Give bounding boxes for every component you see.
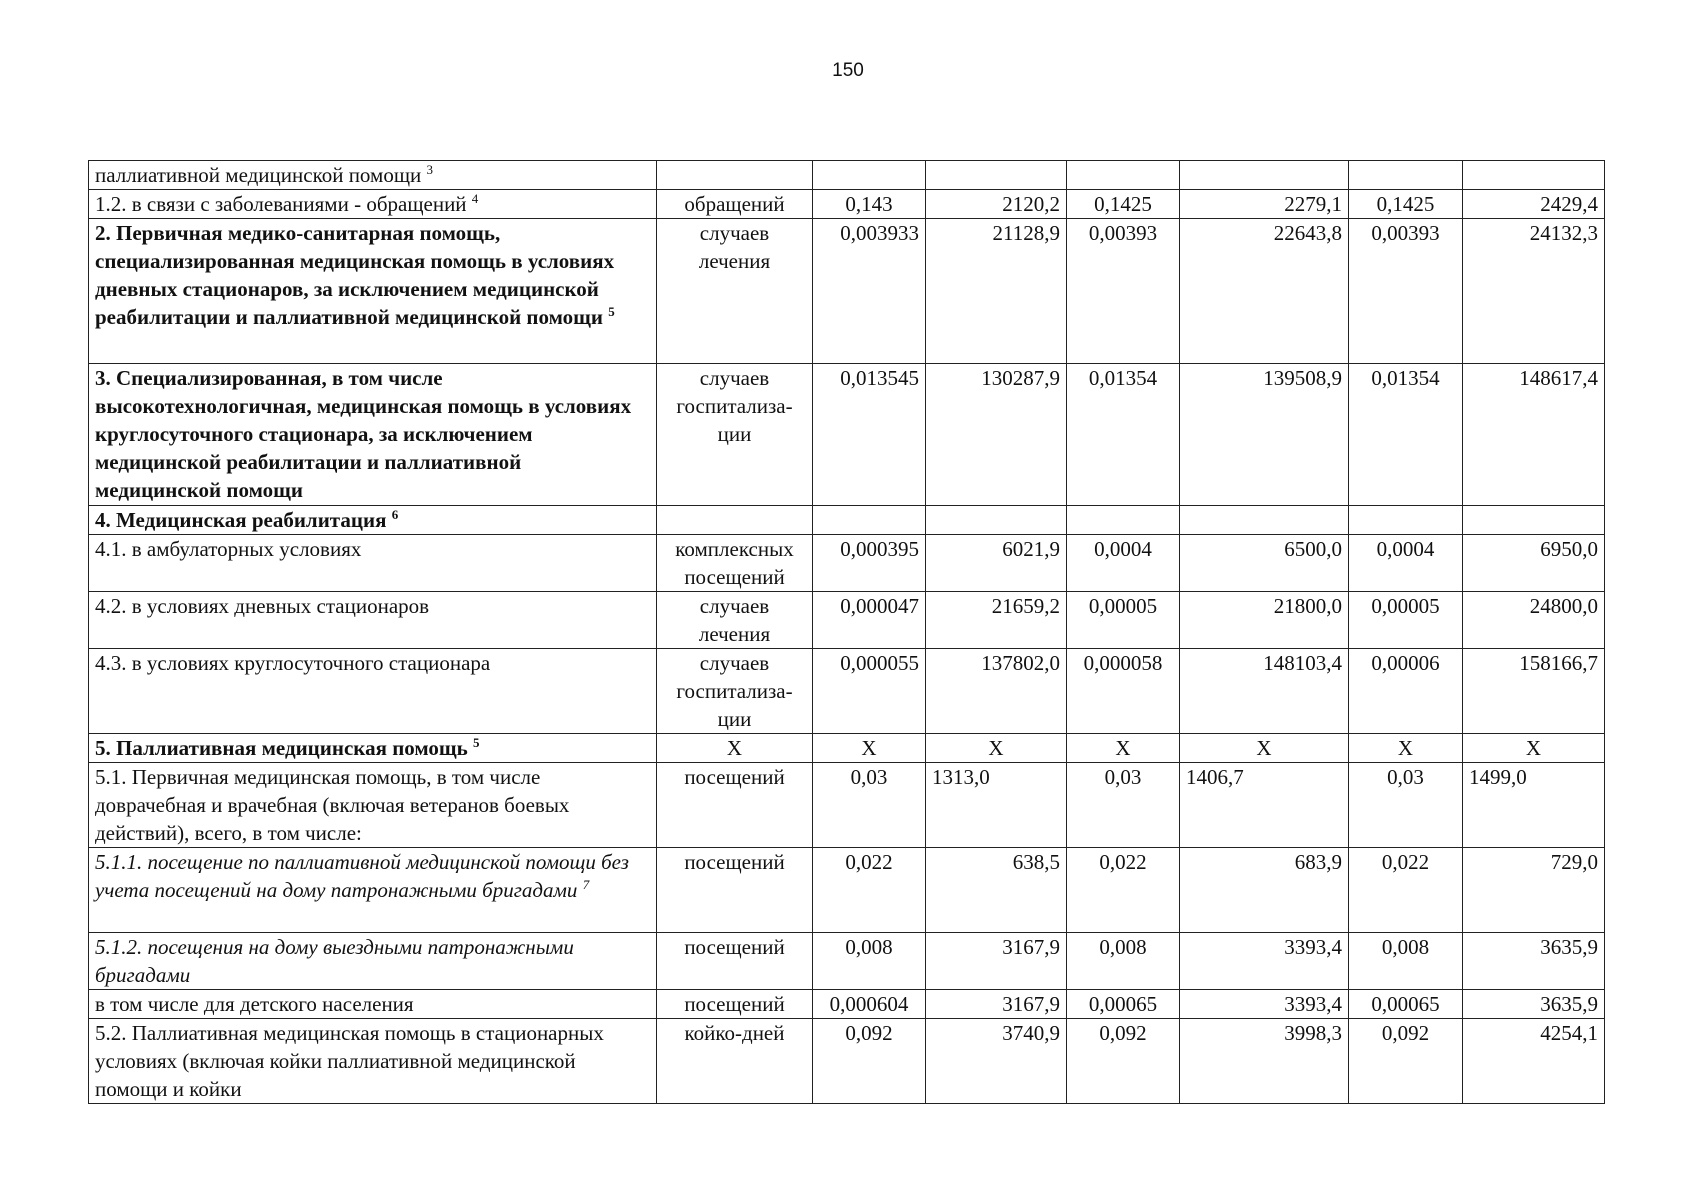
- cost-cell: 683,9: [1180, 848, 1349, 933]
- cost-cell: 137802,0: [926, 649, 1067, 734]
- cost-cell: 3393,4: [1180, 933, 1349, 990]
- table-row: [89, 734, 1605, 763]
- cost-cell: 21128,9: [926, 219, 1067, 364]
- cost-cell: 1499,0: [1463, 763, 1605, 848]
- rate-cell: 0,000047: [813, 592, 926, 649]
- norms-table: [88, 160, 1605, 1104]
- rate-cell: [1349, 161, 1463, 190]
- indicator-name-cell: [89, 1019, 657, 1104]
- rate-cell: 0,03: [1067, 763, 1180, 848]
- table-row: [89, 990, 1605, 1019]
- indicator-name-cell: [89, 364, 657, 506]
- unit-cell: случаев лечения: [657, 219, 813, 364]
- rate-cell: [1067, 161, 1180, 190]
- rate-cell: 0,00005: [1349, 592, 1463, 649]
- unit-cell: посещений: [657, 990, 813, 1019]
- indicator-name-cell: [89, 190, 657, 219]
- cost-cell: [926, 161, 1067, 190]
- cost-cell: 3740,9: [926, 1019, 1067, 1104]
- cost-cell: Х: [1180, 734, 1349, 763]
- indicator-name-cell: [89, 506, 657, 535]
- indicator-name: 4. Медицинская реабилитация: [95, 508, 387, 532]
- rate-cell: 0,00393: [1067, 219, 1180, 364]
- rate-cell: 0,1425: [1349, 190, 1463, 219]
- cost-cell: 6500,0: [1180, 535, 1349, 592]
- rate-cell: 0,013545: [813, 364, 926, 506]
- unit-cell: посещений: [657, 933, 813, 990]
- rate-cell: 0,092: [813, 1019, 926, 1104]
- cost-cell: 4254,1: [1463, 1019, 1605, 1104]
- cost-cell: 21659,2: [926, 592, 1067, 649]
- rate-cell: 0,008: [1067, 933, 1180, 990]
- indicator-name: 5.1.1. посещение по паллиативной медицинской помощи без учета посещений на дому патронажными бригадами: [95, 850, 629, 902]
- footnote-ref: 5: [473, 735, 480, 750]
- table-row: [89, 364, 1605, 506]
- indicator-name-cell: [89, 933, 657, 990]
- cost-cell: 148103,4: [1180, 649, 1349, 734]
- cost-cell: 1313,0: [926, 763, 1067, 848]
- cost-cell: 3167,9: [926, 990, 1067, 1019]
- rate-cell: 0,03: [1349, 763, 1463, 848]
- footnote-ref: 4: [471, 191, 479, 206]
- footnote-ref: 3: [426, 162, 433, 177]
- rate-cell: 0,003933: [813, 219, 926, 364]
- indicator-name: в том числе для детского населения: [95, 992, 414, 1016]
- rate-cell: [813, 161, 926, 190]
- rate-cell: 0,03: [813, 763, 926, 848]
- indicator-name: 2. Первичная медико-санитарная помощь, специализированная медицинская помощь в условиях дневных стационаров, за исключением медицинской реабилитации и паллиативной медицинской помощи: [95, 221, 615, 329]
- cost-cell: 139508,9: [1180, 364, 1349, 506]
- footnote-ref: 6: [391, 507, 399, 522]
- cost-cell: 158166,7: [1463, 649, 1605, 734]
- page-number: 150: [832, 60, 864, 81]
- indicator-name: 3. Специализированная, в том числе высокотехнологичная, медицинская помощь в условиях круглосуточного стационара, за исключением медицинской реабилитации и паллиативной медицинской помощи: [95, 366, 632, 502]
- indicator-name-cell: [89, 649, 657, 734]
- cost-cell: [1463, 161, 1605, 190]
- table-row: [89, 161, 1605, 190]
- table-row: [89, 219, 1605, 364]
- table-row: [89, 933, 1605, 990]
- rate-cell: [1349, 506, 1463, 535]
- footnote-ref: 7: [582, 877, 590, 892]
- rate-cell: 0,00065: [1349, 990, 1463, 1019]
- unit-cell: посещений: [657, 848, 813, 933]
- cost-cell: 24800,0: [1463, 592, 1605, 649]
- rate-cell: 0,000055: [813, 649, 926, 734]
- rate-cell: 0,000395: [813, 535, 926, 592]
- unit-cell: [657, 161, 813, 190]
- cost-cell: 2279,1: [1180, 190, 1349, 219]
- unit-cell: случаев госпитализа-ции: [657, 364, 813, 506]
- cost-cell: 2120,2: [926, 190, 1067, 219]
- rate-cell: 0,008: [813, 933, 926, 990]
- cost-cell: 24132,3: [1463, 219, 1605, 364]
- cost-cell: 21800,0: [1180, 592, 1349, 649]
- cost-cell: 22643,8: [1180, 219, 1349, 364]
- rate-cell: 0,143: [813, 190, 926, 219]
- indicator-name-cell: [89, 219, 657, 364]
- table-row: [89, 592, 1605, 649]
- footnote-ref: 5: [608, 304, 615, 319]
- indicator-name: 4.2. в условиях дневных стационаров: [95, 594, 430, 618]
- cost-cell: [1463, 506, 1605, 535]
- indicator-name-cell: [89, 734, 657, 763]
- rate-cell: 0,092: [1067, 1019, 1180, 1104]
- rate-cell: 0,000058: [1067, 649, 1180, 734]
- cost-cell: 130287,9: [926, 364, 1067, 506]
- table-row: [89, 535, 1605, 592]
- cost-cell: 3167,9: [926, 933, 1067, 990]
- indicator-name: паллиативной медицинской помощи: [95, 163, 422, 187]
- cost-cell: [1180, 506, 1349, 535]
- table-row: [89, 649, 1605, 734]
- rate-cell: [813, 506, 926, 535]
- rate-cell: 0,01354: [1067, 364, 1180, 506]
- unit-cell: случаев госпитализа-ции: [657, 649, 813, 734]
- rate-cell: 0,092: [1349, 1019, 1463, 1104]
- rate-cell: 0,022: [813, 848, 926, 933]
- unit-cell: Х: [657, 734, 813, 763]
- indicator-name: 4.1. в амбулаторных условиях: [95, 537, 362, 561]
- table-row: [89, 190, 1605, 219]
- indicator-name-cell: [89, 535, 657, 592]
- indicator-name-cell: [89, 990, 657, 1019]
- indicator-name: 5.1.2. посещения на дому выездными патронажными бригадами: [95, 935, 574, 987]
- rate-cell: 0,00065: [1067, 990, 1180, 1019]
- cost-cell: 3998,3: [1180, 1019, 1349, 1104]
- rate-cell: Х: [813, 734, 926, 763]
- rate-cell: 0,008: [1349, 933, 1463, 990]
- cost-cell: 6950,0: [1463, 535, 1605, 592]
- unit-cell: случаев лечения: [657, 592, 813, 649]
- indicator-name: 4.3. в условиях круглосуточного стационара: [95, 651, 491, 675]
- indicator-name-cell: [89, 763, 657, 848]
- table-row: [89, 506, 1605, 535]
- unit-cell: комплексных посещений: [657, 535, 813, 592]
- indicator-name-cell: [89, 161, 657, 190]
- cost-cell: 3393,4: [1180, 990, 1349, 1019]
- table-row: [89, 1019, 1605, 1104]
- rate-cell: 0,00005: [1067, 592, 1180, 649]
- rate-cell: 0,0004: [1067, 535, 1180, 592]
- indicator-name: 5.1. Первичная медицинская помощь, в том числе доврачебная и врачебная (включая ветеранов боевых действий), всего, в том числе:: [95, 765, 570, 845]
- rate-cell: 0,1425: [1067, 190, 1180, 219]
- cost-cell: [1180, 161, 1349, 190]
- cost-cell: 1406,7: [1180, 763, 1349, 848]
- unit-cell: койко-дней: [657, 1019, 813, 1104]
- indicator-name-cell: [89, 592, 657, 649]
- indicator-name: 5.2. Паллиативная медицинская помощь в стационарных условиях (включая койки паллиативной медицинской помощи и койки: [95, 1021, 604, 1101]
- rate-cell: 0,022: [1067, 848, 1180, 933]
- cost-cell: Х: [1463, 734, 1605, 763]
- unit-cell: [657, 506, 813, 535]
- indicator-name-cell: [89, 848, 657, 933]
- rate-cell: 0,022: [1349, 848, 1463, 933]
- rate-cell: [1067, 506, 1180, 535]
- unit-cell: обращений: [657, 190, 813, 219]
- cost-cell: [926, 506, 1067, 535]
- cost-cell: 3635,9: [1463, 990, 1605, 1019]
- cost-cell: 2429,4: [1463, 190, 1605, 219]
- table-row: [89, 763, 1605, 848]
- rate-cell: 0,000604: [813, 990, 926, 1019]
- rate-cell: 0,01354: [1349, 364, 1463, 506]
- indicator-name: 5. Паллиативная медицинская помощь: [95, 736, 468, 760]
- cost-cell: Х: [926, 734, 1067, 763]
- rate-cell: Х: [1349, 734, 1463, 763]
- cost-cell: 3635,9: [1463, 933, 1605, 990]
- cost-cell: 729,0: [1463, 848, 1605, 933]
- indicator-name: 1.2. в связи с заболеваниями - обращений: [95, 192, 467, 216]
- rate-cell: 0,0004: [1349, 535, 1463, 592]
- rate-cell: 0,00393: [1349, 219, 1463, 364]
- cost-cell: 638,5: [926, 848, 1067, 933]
- rate-cell: 0,00006: [1349, 649, 1463, 734]
- rate-cell: Х: [1067, 734, 1180, 763]
- table-row: [89, 848, 1605, 933]
- unit-cell: посещений: [657, 763, 813, 848]
- cost-cell: 148617,4: [1463, 364, 1605, 506]
- cost-cell: 6021,9: [926, 535, 1067, 592]
